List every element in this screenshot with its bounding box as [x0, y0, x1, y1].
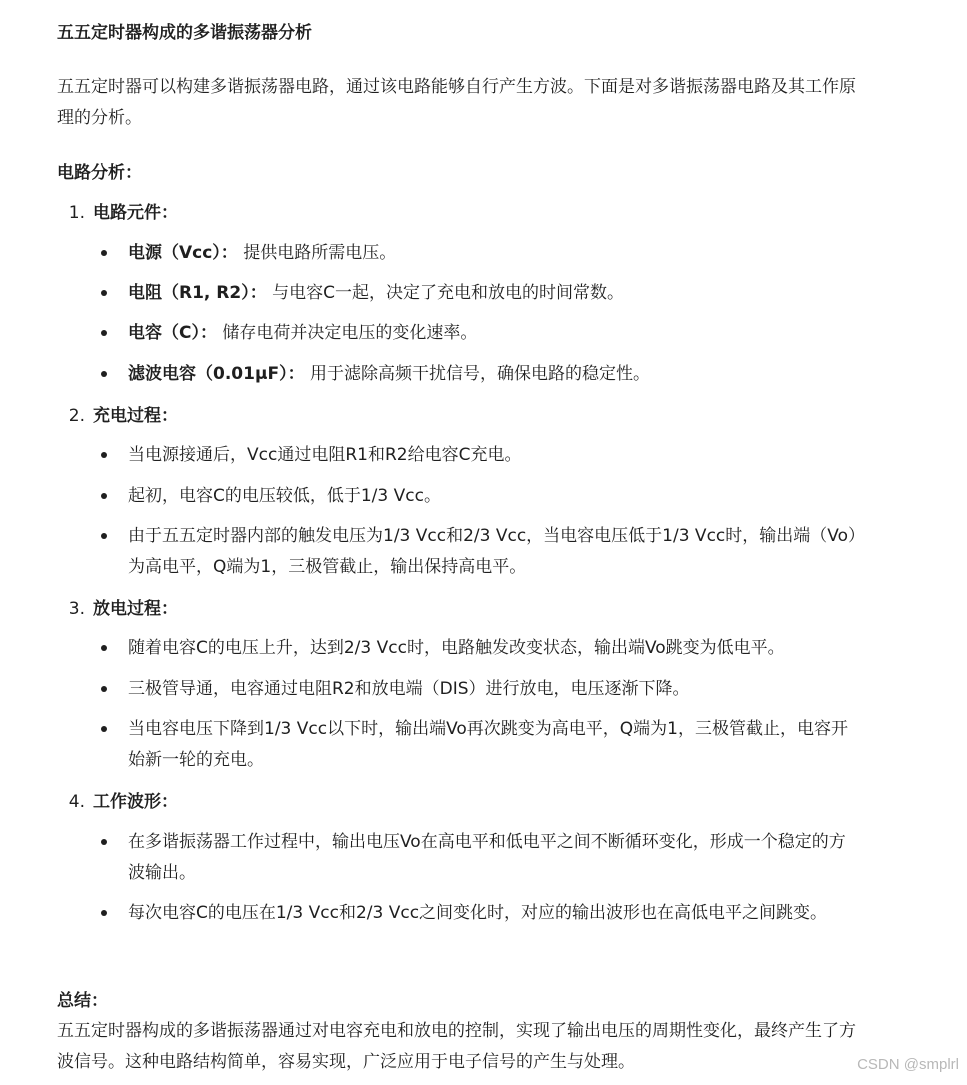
bullet-text: 储存电荷并决定电压的变化速率。 [216, 323, 478, 343]
section-label: 工作波形： [93, 792, 178, 812]
bullet-icon [101, 330, 107, 336]
section-item-waveform [57, 789, 178, 815]
section-item-charging [57, 403, 178, 429]
csdn-watermark: CSDN @smplrl [857, 1056, 959, 1073]
list-item [128, 359, 858, 390]
section-number: 3. [68, 599, 85, 619]
bullet-icon [101, 452, 107, 458]
bullet-text: 与电容C一起，决定了充电和放电的时间常数。 [266, 283, 624, 303]
list-item [128, 714, 858, 776]
bullet-text: 当电源接通后，Vcc通过电阻R1和R2给电容C充电。 [128, 445, 522, 465]
list-item [128, 674, 858, 705]
section-number: 2. [68, 406, 85, 426]
list-item [128, 318, 858, 349]
section-item-components [57, 200, 178, 226]
section-item-discharging [57, 596, 178, 622]
bullet-label: 电阻（R1, R2）： [128, 283, 267, 303]
bullet-icon [101, 250, 107, 256]
bullet-text: 起初，电容C的电压较低，低于1/3 Vcc。 [128, 486, 441, 506]
bullet-text: 在多谐振荡器工作过程中，输出电压Vo在高电平和低电平之间不断循环变化，形成一个稳定的方波输出。 [128, 832, 846, 883]
section-label: 电路元件： [93, 203, 178, 223]
list-item [128, 521, 858, 583]
bullet-icon [101, 726, 107, 732]
bullet-icon [101, 645, 107, 651]
summary-paragraph: 五五定时器构成的多谐振荡器通过对电容充电和放电的控制，实现了输出电压的周期性变化，最终产生了方波信号。这种电路结构简单，容易实现，广泛应用于电子信号的产生与处理。 [57, 1021, 856, 1072]
list-item [128, 898, 858, 929]
section-number: 1. [68, 203, 85, 223]
bullet-icon [101, 290, 107, 296]
article-title: 五五定时器构成的多谐振荡器分析 [57, 23, 312, 43]
list-item [128, 827, 858, 889]
bullet-icon [101, 839, 107, 845]
section-number: 4. [68, 792, 85, 812]
intro-paragraph: 五五定时器可以构建多谐振荡器电路，通过该电路能够自行产生方波。下面是对多谐振荡器电路及其工作原理的分析。 [57, 77, 856, 128]
list-item [128, 481, 858, 512]
list-item [128, 633, 858, 664]
bullet-label: 电源（Vcc）： [128, 243, 238, 263]
bullet-icon [101, 493, 107, 499]
bullet-label: 电容（C）： [128, 323, 217, 343]
bullet-label: 滤波电容（0.01μF）： [128, 364, 305, 384]
section-label: 放电过程： [93, 599, 178, 619]
summary-heading: 总结： [57, 991, 108, 1011]
bullet-icon [101, 533, 107, 539]
bullet-text: 随着电容C的电压上升，达到2/3 Vcc时，电路触发改变状态，输出端Vo跳变为低电平。 [128, 638, 785, 658]
section-label: 充电过程： [93, 406, 178, 426]
bullet-text: 由于五五定时器内部的触发电压为1/3 Vcc和2/3 Vcc，当电容电压低于1/3 Vcc时，输出端（Vo）为高电平，Q端为1，三极管截止，输出保持高电平。 [128, 526, 857, 577]
bullet-text: 每次电容C的电压在1/3 Vcc和2/3 Vcc之间变化时，对应的输出波形也在高低电平之间跳变。 [128, 903, 828, 923]
bullet-icon [101, 910, 107, 916]
bullet-text: 当电容电压下降到1/3 Vcc以下时，输出端Vo再次跳变为高电平，Q端为1，三极管截止，电容开始新一轮的充电。 [128, 719, 848, 770]
list-item [128, 238, 858, 269]
circuit-analysis-heading: 电路分析： [57, 163, 142, 183]
list-item [128, 278, 858, 309]
bullet-text: 三极管导通，电容通过电阻R2和放电端（DIS）进行放电，电压逐渐下降。 [128, 679, 690, 699]
bullet-icon [101, 371, 107, 377]
bullet-text: 提供电路所需电压。 [237, 243, 397, 263]
bullet-text: 用于滤除高频干扰信号，确保电路的稳定性。 [304, 364, 650, 384]
list-item [128, 440, 858, 471]
bullet-icon [101, 686, 107, 692]
